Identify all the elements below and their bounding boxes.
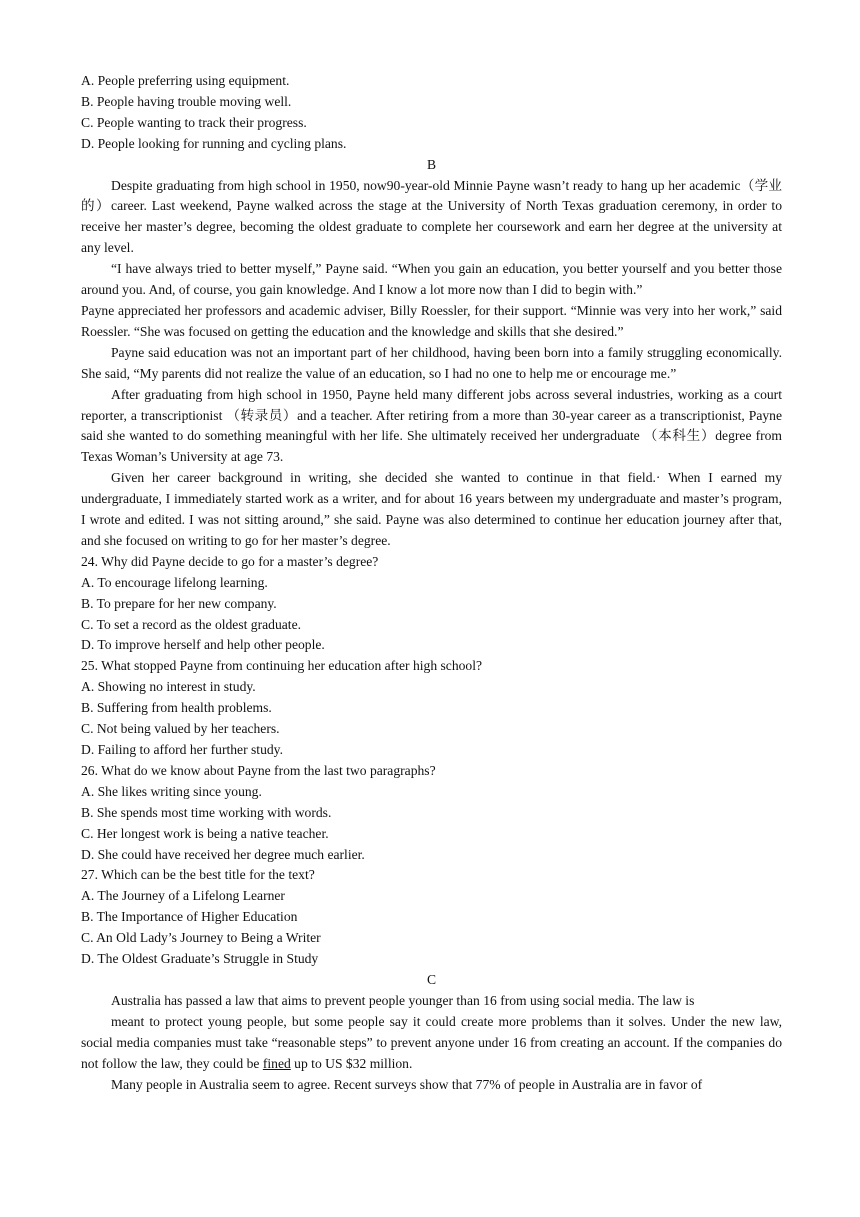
option-a[interactable]: A. Showing no interest in study. [81,679,256,695]
section-b-passage [81,176,782,552]
question-stem: 27. Which can be the best title for the text? [81,867,315,883]
option-b[interactable]: B. The Importance of Higher Education [81,909,298,925]
option-d[interactable]: D. People looking for running and cycling plans. [81,135,347,151]
option-b[interactable]: B. People having trouble moving well. [81,93,292,109]
document-page [81,71,782,1095]
option-d[interactable]: D. She could have received her degree much earlier. [81,846,365,862]
option-b[interactable]: B. She spends most time working with words. [81,804,332,820]
passage-line: Australia has passed a law that aims to prevent people younger than 16 from using social media. The law is [111,992,695,1008]
question-27 [81,865,782,970]
option-d[interactable]: D. The Oldest Graduate’s Struggle in Study [81,951,319,967]
question-stem: 24. Why did Payne decide to go for a master’s degree? [81,553,379,569]
question-24 [81,552,782,657]
option-b[interactable]: B. Suffering from health problems. [81,700,272,716]
option-c[interactable]: C. An Old Lady’s Journey to Being a Writer [81,930,321,946]
section-c-heading: C [426,971,437,987]
passage-text: up to US $32 million. [290,1055,413,1071]
prev-question-options [81,71,782,155]
option-b[interactable]: B. To prepare for her new company. [81,595,277,611]
passage-paragraph: After graduating from high school in 1950, Payne held many different jobs across several industries, working as a court reporter, a transcriptionist （转录员）and a teacher. After retiring from a more than 30-year career as a transcriptionist, Payne said she wanted to do something meaningful with her life. She ultimately received her undergraduate （本科生）degree from Texas Woman’s University at age 73. [81,386,782,465]
section-b-heading: B [426,156,437,172]
option-c[interactable]: C. Not being valued by her teachers. [81,721,280,737]
passage-paragraph: Many people in Australia seem to agree. Recent surveys show that 77% of people in Australia are in favor of [111,1076,703,1092]
passage-text: meant to protect young people, but some people say it could create more problems than it solves. Under the new law, social media companies must take “reasonable steps” to prevent anyone under 16 from creating an account. If the companies do not follow the law, they could be [81,1013,782,1071]
passage-paragraph: Payne appreciated her professors and academic adviser, Billy Roessler, for their support. “Minnie was very into her work,” said Roessler. “She was focused on getting the education and the knowledge and skills that she desired.” [81,302,782,339]
question-26 [81,761,782,866]
option-c[interactable]: C. To set a record as the oldest graduate. [81,616,302,632]
option-a[interactable]: A. She likes writing since young. [81,783,262,799]
question-stem: 25. What stopped Payne from continuing her education after high school? [81,658,483,674]
question-stem: 26. What do we know about Payne from the last two paragraphs? [81,762,436,778]
passage-paragraph [81,1012,782,1075]
passage-paragraph: Despite graduating from high school in 1950, now90-year-old Minnie Payne wasn’t ready to hang up her academic（学业的）career. Last weekend, Payne walked across the stage at the University of North Texas graduation ceremony, in order to receive her master’s degree, becoming the oldest graduate to complete her coursework and earn her degree at the university at any level. [81,177,782,256]
passage-paragraph: “I have always tried to better myself,” Payne said. “When you gain an education, you better yourself and you better those around you. And, of course, you gain knowledge. And I know a lot more now than I did to begin with.” [81,261,782,298]
option-a[interactable]: A. The Journey of a Lifelong Learner [81,888,285,904]
option-d[interactable]: D. To improve herself and help other people. [81,637,325,653]
question-25 [81,656,782,761]
passage-paragraph: Payne said education was not an important part of her childhood, having been born into a family struggling economically. She said, “My parents did not realize the value of an education, so I had no one to help me or encourage me.” [81,344,782,381]
underlined-word: fined [262,1055,291,1071]
option-c[interactable]: C. People wanting to track their progress. [81,114,307,130]
option-a[interactable]: A. People preferring using equipment. [81,73,290,88]
option-c[interactable]: C. Her longest work is being a native teacher. [81,825,329,841]
passage-paragraph [81,991,782,1012]
option-a[interactable]: A. To encourage lifelong learning. [81,574,268,590]
section-c-passage [81,991,782,1096]
option-d[interactable]: D. Failing to afford her further study. [81,742,283,757]
passage-paragraph: Given her career background in writing, she decided she wanted to continue in that field.· When I earned my undergraduate, I immediately started work as a writer, and for about 16 years between my undergraduate and master’s program, I wrote and edited. I was not sitting around,” she said. Payne was also determined to continue her education journey after that, and she focused on writing to go for her master’s degree. [81,470,782,548]
